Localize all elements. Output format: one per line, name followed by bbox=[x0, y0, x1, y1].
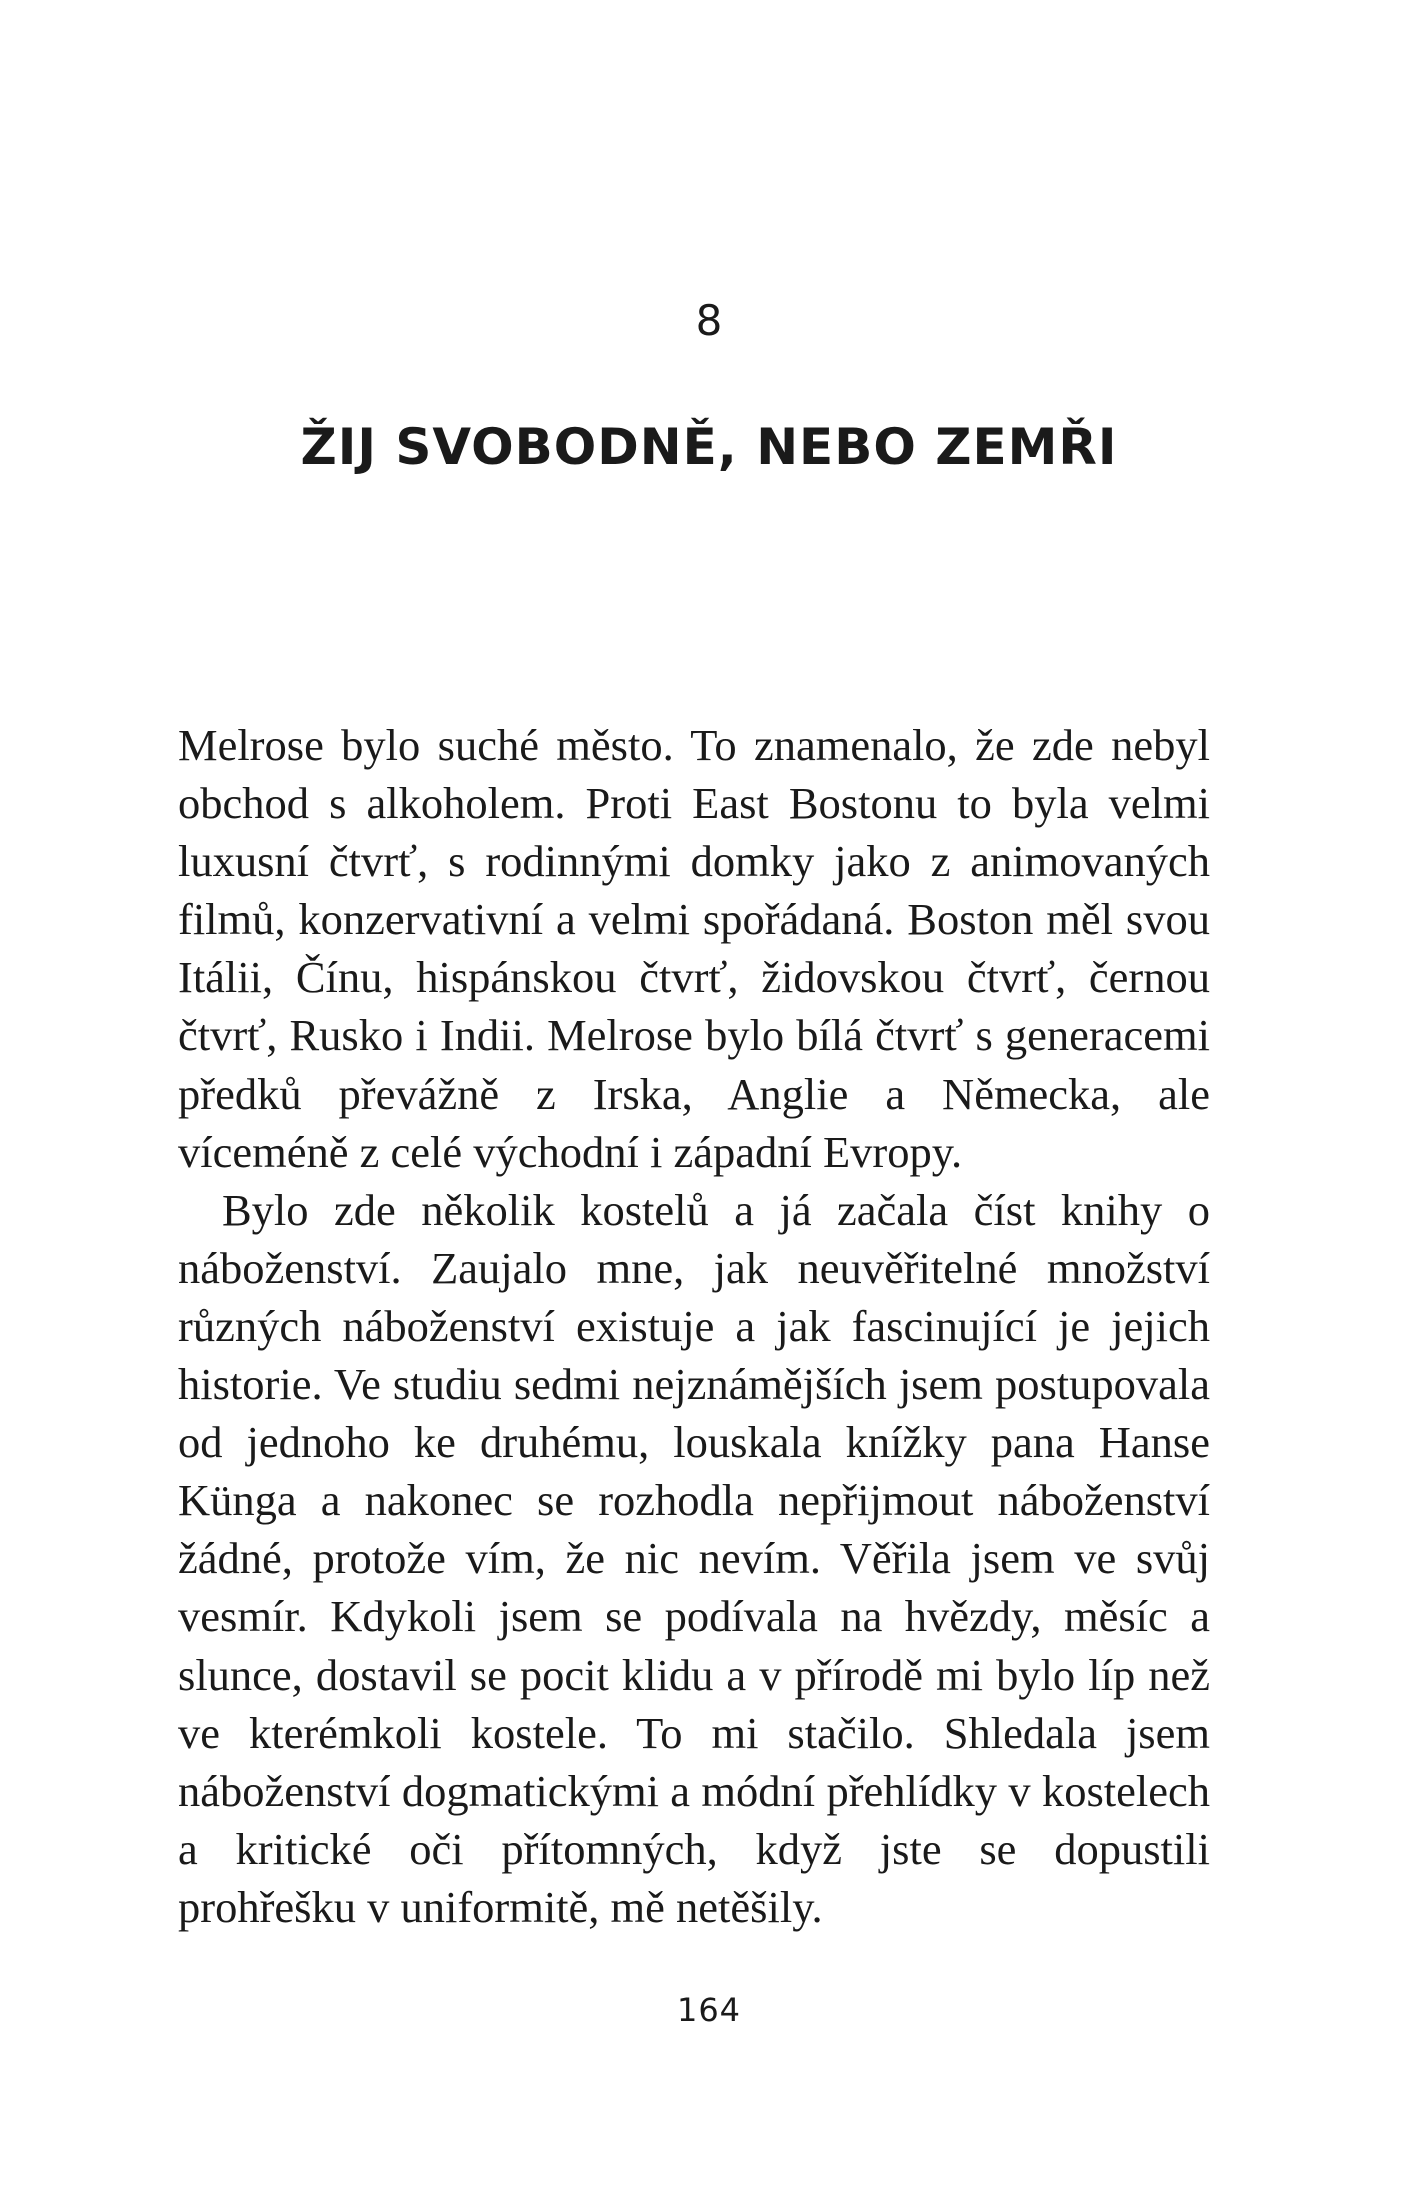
paragraph-1: Melrose bylo suché město. To znamenalo, že zde nebyl obchod s alkoholem. Proti East Bostonu to byla velmi luxusní čtvrť, s rodinnými domky jako z animovaných filmů, konzervativní a velmi spořádaná. Boston měl svou Itálii, Čínu, hispánskou čtvrť, židovskou čtvrť, černou čtvrť, Rusko i Indii. Melrose bylo bílá čtvrť s generacemi předků převážně z Irska, Anglie a Německa, ale víceméně z celé východní i západní Evropy. bbox=[178, 720, 1210, 1177]
chapter-number: 8 bbox=[695, 296, 723, 345]
paragraph-2: Bylo zde několik kostelů a já začala číst knihy o náboženství. Zaujalo mne, jak neuvěřitelné množství různých náboženství existuje a jak fascinující je jejich historie. Ve studiu sedmi nejznámějších jsem postupovala od jednoho ke druhému, louskala knížky pana Hanse Künga a nakonec se rozhodla nepřijmout náboženství žádné, protože vím, že nic nevím. Věřila jsem ve svůj vesmír. Kdykoli jsem se podívala na hvězdy, měsíc a slunce, dostavil se pocit klidu a v přírodě mi bylo líp než ve kterémkoli kostele. To mi stačilo. Shledala jsem náboženství dogmatickými a módní přehlídky v kostelech a kritické oči přítomných, když jste se dopustili prohřešku v uniformitě, mě netěšily. bbox=[178, 1184, 1210, 1932]
chapter-body bbox=[178, 716, 1210, 1936]
page-number: 164 bbox=[676, 1991, 742, 2029]
chapter-title: ŽIJ SVOBODNĚ, NEBO ZEMŘI bbox=[300, 418, 1118, 476]
